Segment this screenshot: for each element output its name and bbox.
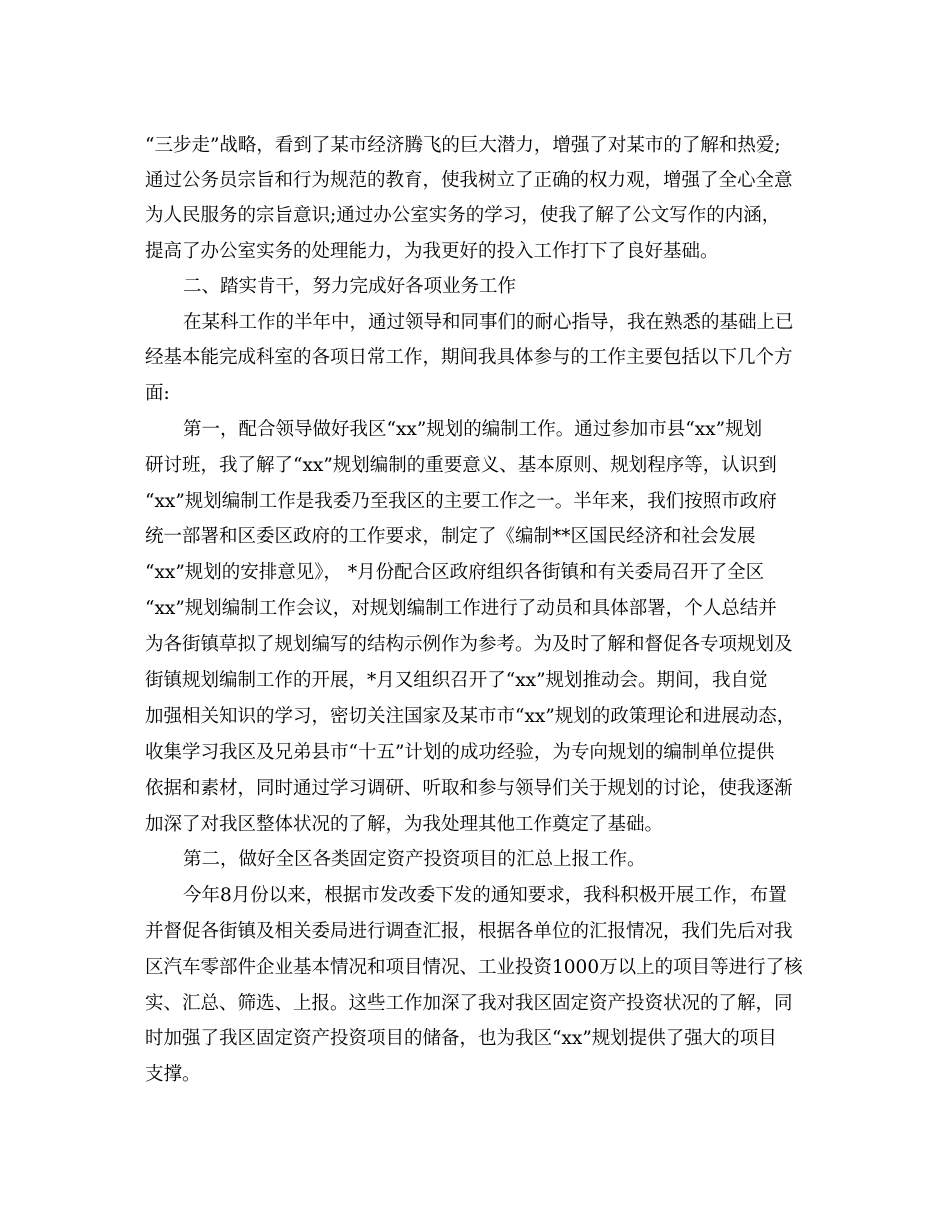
text-line: 面: xyxy=(145,383,170,404)
text-line: 提高了办公室实务的处理能力，为我更好的投入工作打下了良好基础。 xyxy=(145,241,719,262)
text-line: 时加强了我区固定资产投资项目的储备，也为我区“xx”规划提供了强大的项目 xyxy=(145,1028,777,1049)
text-line: 为各街镇草拟了规划编写的结构示例作为参考。为及时了解和督促各专项规划及 xyxy=(145,634,793,655)
text-line: 第一，配合领导做好我区“xx”规划的编制工作。通过参加市县“xx”规划 xyxy=(183,419,763,440)
section-heading: 二、踏实肯干，努力完成好各项业务工作 xyxy=(183,276,517,297)
text-line: 加强相关知识的学习，密切关注国家及某市市“xx”规划的政策理论和进展动态， xyxy=(145,706,796,727)
text-line: 研讨班，我了解了“xx”规划编制的重要意义、基本原则、规划程序等，认识到 xyxy=(145,455,777,476)
text-line: 第二，做好全区各类固定资产投资项目的汇总上报工作。 xyxy=(183,849,646,870)
text-line: “xx”规划编制工作是我委乃至我区的主要工作之一。半年来，我们按照市政府 xyxy=(145,491,777,512)
text-line: 街镇规划编制工作的开展，*月又组织召开了“xx”规划推动会。期间，我自觉 xyxy=(145,670,768,691)
text-line: 在某科工作的半年中，通过领导和同事们的耐心指导，我在熟悉的基础上已 xyxy=(183,312,794,333)
text-line: “三步走”战略，看到了某市经济腾飞的巨大潜力，增强了对某市的了解和热爱; xyxy=(145,135,781,156)
text-line: 通过公务员宗旨和行为规范的教育，使我树立了正确的权力观，增强了全心全意 xyxy=(145,170,793,191)
text-line: 支撑。 xyxy=(145,1064,201,1085)
text-line: “xx”规划的安排意见》， *月份配合区政府组织各街镇和有关委局召开了全区 xyxy=(145,562,765,583)
text-line: “xx”规划编制工作会议，对规划编制工作进行了动员和具体部署，个人总结并 xyxy=(145,598,777,619)
text-line: 实、汇总、筛选、上报。这些工作加深了我对我区固定资产投资状况的了解，同 xyxy=(145,993,793,1014)
text-line: 为人民服务的宗旨意识;通过办公室实务的学习，使我了解了公文写作的内涵， xyxy=(145,205,781,226)
text-line: 加深了对我区整体状况的了解，为我处理其他工作奠定了基础。 xyxy=(145,814,664,835)
text-line: 依据和素材，同时通过学习调研、听取和参与领导们关于规划的讨论，使我逐渐 xyxy=(145,778,793,799)
text-line: 今年8月份以来，根据市发改委下发的通知要求，我科积极开展工作，布置 xyxy=(183,885,787,906)
text-line: 并督促各街镇及相关委局进行调查汇报，根据各单位的汇报情况，我们先后对我 xyxy=(145,921,793,942)
text-line: 区汽车零部件企业基本情况和项目情况、工业投资1000万以上的项目等进行了核 xyxy=(145,957,803,978)
text-line: 收集学习我区及兄弟县市“十五”计划的成功经验，为专向规划的编制单位提供 xyxy=(145,742,775,763)
text-line: 统一部署和区委区政府的工作要求，制定了《编制**区国民经济和社会发展 xyxy=(145,526,756,547)
text-line: 经基本能完成科室的各项日常工作，期间我具体参与的工作主要包括以下几个方 xyxy=(145,347,793,368)
